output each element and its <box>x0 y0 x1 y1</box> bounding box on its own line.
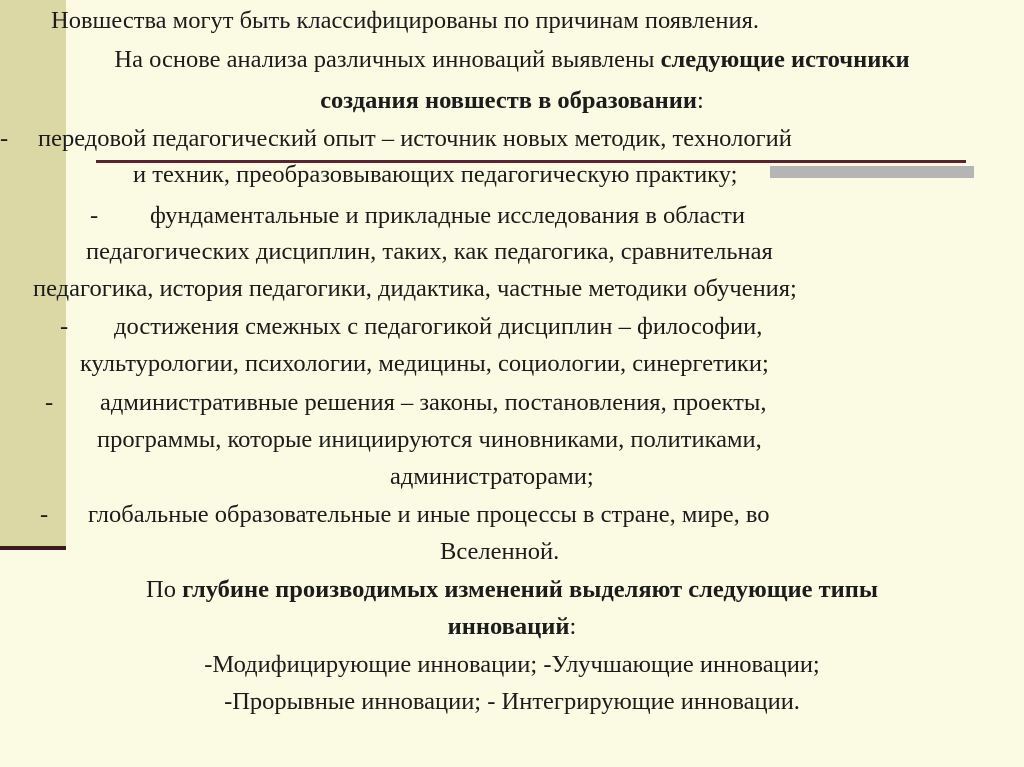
intro-line-3 <box>0 86 1024 116</box>
source-text: передовой педагогический опыт – источник новых методик, технологий <box>38 125 792 152</box>
source-2-line-c <box>33 274 1024 304</box>
decorative-left-bar <box>0 546 66 550</box>
source-1-line-b <box>133 160 1024 190</box>
source-1-line-a <box>38 124 1024 154</box>
types-text: -Прорывные инновации; - Интегрирующие инновации. <box>224 688 800 715</box>
intro-text: : <box>696 87 704 114</box>
bullet-dash: - <box>40 501 49 528</box>
source-text: фундаментальные и прикладные исследования в области <box>150 202 745 229</box>
source-5-line-b <box>440 537 1024 567</box>
bullet-dash: - <box>90 202 99 229</box>
source-2-line-a <box>150 201 1024 231</box>
intro-line-1 <box>51 6 1024 36</box>
source-text: Вселенной. <box>440 538 560 565</box>
intro-emphasis: следующие источники <box>660 46 910 73</box>
intro-text: На основе анализа различных инноваций выявлены <box>114 46 661 73</box>
bullet-dash: - <box>0 125 9 152</box>
depth-text: По <box>146 576 183 603</box>
depth-emphasis: глубине производимых изменений выделяют следующие типы <box>182 576 878 603</box>
depth-emphasis: инноваций <box>447 613 570 640</box>
bullet-dash: - <box>45 389 54 416</box>
source-3-line-a <box>114 312 1024 342</box>
intro-emphasis: создания новшеств в образовании <box>320 87 697 114</box>
source-2-line-b <box>86 237 1024 267</box>
intro-text: Новшества могут быть классифицированы по причинам появления. <box>51 7 760 34</box>
intro-line-2 <box>0 45 1024 75</box>
bullet-dash: - <box>60 313 69 340</box>
depth-text: : <box>569 613 577 640</box>
source-text: глобальные образовательные и иные процессы в стране, мире, во <box>88 501 770 528</box>
source-5-line-a <box>88 500 1024 530</box>
source-text: педагогика, история педагогики, дидактика, частные методики обучения; <box>33 275 797 302</box>
types-line-1 <box>0 650 1024 680</box>
source-text: администраторами; <box>390 463 594 490</box>
source-text: программы, которые инициируются чиновниками, политиками, <box>97 426 762 453</box>
depth-line-2 <box>0 612 1024 642</box>
source-4-line-a <box>100 388 1024 418</box>
source-4-line-b <box>97 425 1024 455</box>
types-line-2 <box>0 687 1024 717</box>
source-text: административные решения – законы, постановления, проекты, <box>100 389 767 416</box>
source-text: и техник, преобразовывающих педагогическую практику; <box>133 161 738 188</box>
types-text: -Модифицирующие инновации; -Улучшающие инновации; <box>204 651 820 678</box>
source-text: культурологии, психологии, медицины, социологии, синергетики; <box>80 350 769 377</box>
source-3-line-b <box>80 349 1024 379</box>
source-4-line-c <box>390 462 1024 492</box>
depth-line-1 <box>0 575 1024 605</box>
source-text: достижения смежных с педагогикой дисциплин – философии, <box>114 313 763 340</box>
source-text: педагогических дисциплин, таких, как педагогика, сравнительная <box>86 238 773 265</box>
